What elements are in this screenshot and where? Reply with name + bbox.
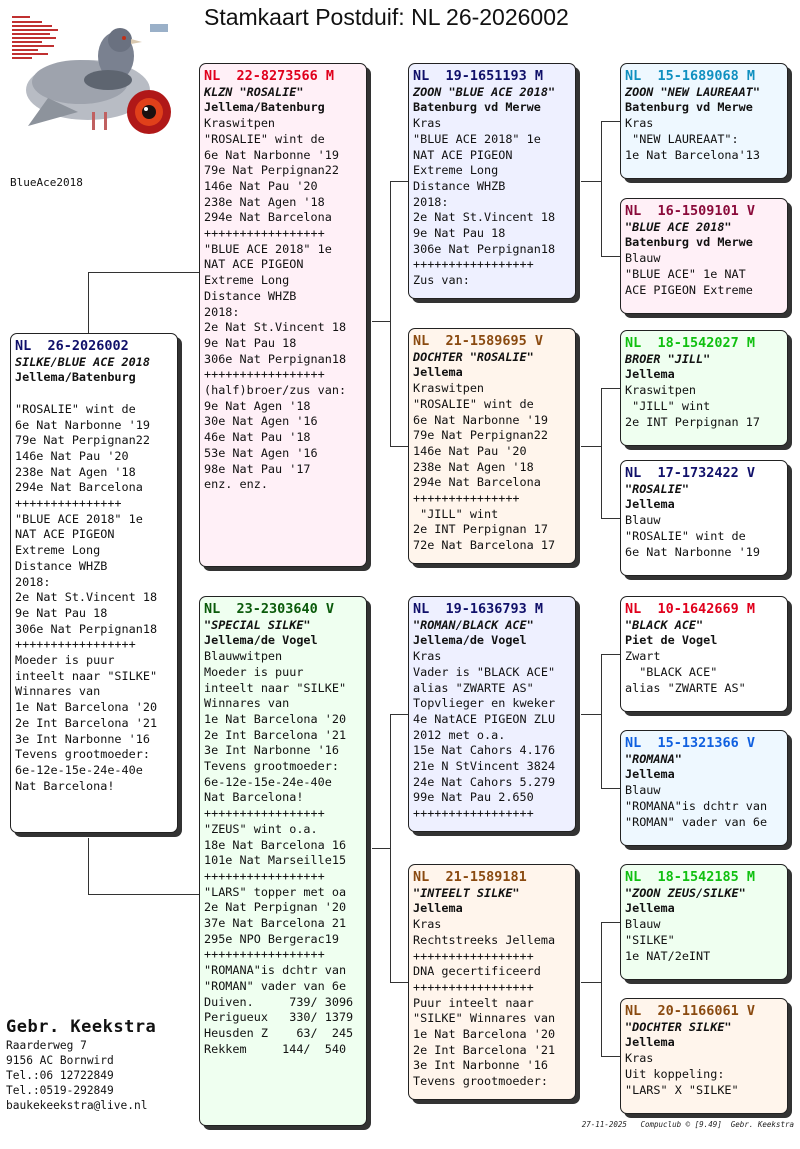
pigeon-notes: Kraswitpen "JILL" wint 2e INT Perpignan 17 [625, 383, 760, 429]
pigeon-notes: "ROSALIE" wint de 6e Nat Narbonne '19 79e Nat Perpignan22 146e Nat Pau '20 238e Nat Agen '18 294e Nat Barcelona +++++++++++++++ "BLUE ACE 2018" 1e NAT ACE PIGEON Extreme Long Distance WHZB 2018: 2e Nat St.Vincent 18 9e Nat Pau 18 306e Nat Perpignan18 +++++++++++++++++ Moeder is puur inteelt naar "SILKE" Winnares van 1e Nat Barcelona '20 2e Int Barcelona '21 3e Int Narbonne '16 Tevens grootmoeder: 6e-12e-15e-24e-40e Nat Barcelona! [15, 401, 158, 793]
pigeon-notes: Kraswitpen "ROSALIE" wint de 6e Nat Narbonne '19 79e Nat Perpignan22 146e Nat Pau '20 238e Nat Agen '18 294e Nat Barcelona +++++++++++++++ "JILL" wint 2e INT Perpignan 17 72e Nat Barcelona 17 [413, 381, 556, 553]
pigeon-notes: Kras "NEW LAUREAAT": 1e Nat Barcelona'13 [625, 116, 760, 162]
pigeon-name: BROER "JILL" [625, 351, 711, 366]
pigeon-name: SILKE/BLUE ACE 2018 [15, 354, 150, 369]
breeder-name: Jellema/Batenburg [15, 370, 136, 385]
owner-city: 9156 AC Bornwird [6, 1054, 114, 1067]
connector-subject-dam-h [88, 894, 199, 895]
connector-subject-sire [88, 272, 89, 333]
breeder-name: Jellema/Batenburg [204, 100, 325, 115]
breeder-name: Jellema [413, 901, 463, 916]
breeder-name: Jellema [413, 365, 463, 380]
pigeon-card-ddd[interactable] [620, 998, 788, 1114]
connector-subject-dam [88, 838, 89, 894]
breeder-name: Jellema/de Vogel [204, 633, 318, 648]
pigeon-name: "DOCHTER SILKE" [625, 1019, 732, 1034]
pigeon-name: KLZN "ROSALIE" [204, 84, 304, 99]
breeder-name: Jellema [625, 497, 675, 512]
connector-ss-top [601, 121, 620, 122]
pigeon-notes: Kras Uit koppeling: "LARS" X "SILKE" [625, 1051, 739, 1097]
connector-dd-top [601, 922, 620, 923]
pigeon-name: "SPECIAL SILKE" [204, 617, 311, 632]
pigeon-card-sd[interactable] [408, 328, 576, 564]
owner-block [6, 1016, 156, 1113]
breeder-name: Jellema [625, 901, 675, 916]
owner-email[interactable]: baukekeekstra@live.nl [6, 1099, 148, 1112]
pigeon-notes: Kraswitpen "ROSALIE" wint de 6e Nat Narbonne '19 79e Nat Perpignan22 146e Nat Pau '20 238e Nat Agen '18 294e Nat Barcelona +++++++++++++++++ "BLUE ACE 2018" 1e NAT ACE PIGEON Extreme Long Distance WHZB 2018: 2e Nat St.Vincent 18 9e Nat Pau 18 306e Nat Perpignan18 +++++++++++++++++ (half)broer/zus van: 9e Nat Agen '18 30e Nat Agen '16 46e Nat Pau '18 53e Nat Agen '16 98e Nat Pau '17 enz. enz. [204, 116, 347, 492]
breeder-name: Batenburg vd Merwe [413, 100, 541, 115]
pigeon-card-ssd[interactable] [620, 198, 788, 314]
pigeon-name: ZOON "NEW LAUREAAT" [625, 84, 760, 99]
ring-number: NL 18-1542027 M [625, 335, 756, 351]
pigeon-name: "BLACK ACE" [625, 617, 704, 632]
connector-sire [372, 321, 390, 322]
pigeon-notes: Blauw "BLUE ACE" 1e NAT ACE PIGEON Extreme [625, 251, 753, 297]
pigeon-notes: Kras "BLUE ACE 2018" 1e NAT ACE PIGEON Extreme Long Distance WHZB 2018: 2e Nat St.Vincent 18 9e Nat Pau 18 306e Nat Perpignan18 +++++++++++++++++ Zus van: [413, 116, 556, 288]
pigeon-notes: Blauwwitpen Moeder is puur inteelt naar "SILKE" Winnares van 1e Nat Barcelona '20 2e Int Barcelona '21 3e Int Narbonne '16 Tevens grootmoeder: 6e-12e-15e-24e-40e Nat Barcelona! +++++++++++++++++ "ZEUS" wint o.a. 18e Nat Barcelona 16 101e Nat Marseille15 +++++++++++++++++ "LARS" topper met oa 2e Nat Perpignan '20 37e Nat Barcelona 21 295e NPO Bergerac19 +++++++++++++++++ "ROMANA"is dchtr van "ROMAN" vader van 6e Duiven. 739/ 3096 Perigueux 330/ 1379 Heusden Z 63/ 245 Rekkem 144/ 540 [204, 649, 354, 1056]
pigeon-card-sss[interactable] [620, 63, 788, 179]
connector-dd-v [601, 922, 602, 1056]
pigeon-card-sdd[interactable] [620, 460, 788, 576]
connector-ds-bot [601, 788, 620, 789]
connector-dam-top [390, 714, 408, 715]
pigeon-notes: Kras Vader is "BLACK ACE" alias "ZWARTE AS" Topvlieger en kweker 4e NatACE PIGEON ZLU 2012 met o.a. 15e Nat Cahors 4.176 21e N StVincent 3824 24e Nat Cahors 5.279 99e Nat Pau 2.650 +++++++++++++++++ [413, 649, 556, 821]
ring-number: NL 22-8273566 M [204, 68, 335, 84]
breeder-name: Jellema [625, 1035, 675, 1050]
ring-number: NL 21-1589181 [413, 869, 527, 885]
ring-number: NL 15-1321366 V [625, 735, 756, 751]
pigeon-name: DOCHTER "ROSALIE" [413, 349, 534, 364]
connector-ss-bot [601, 256, 620, 257]
pigeon-card-dds[interactable] [620, 864, 788, 980]
pigeon-name: "ROMAN/BLACK ACE" [413, 617, 534, 632]
pigeon-card-dsd[interactable] [620, 730, 788, 846]
connector-sd-top [601, 388, 620, 389]
breeder-name: Jellema [625, 367, 675, 382]
connector-ss-v [601, 121, 602, 256]
pigeon-card-ss[interactable] [408, 63, 576, 299]
pigeon-notes: Blauw "SILKE" 1e NAT/2eINT [625, 917, 711, 963]
pigeon-notes: Blauw "ROSALIE" wint de 6e Nat Narbonne '19 [625, 513, 760, 559]
owner-tel1: Tel.:06 12722849 [6, 1069, 114, 1082]
logo-caption: BlueAce2018 [10, 176, 83, 189]
owner-name: Gebr. Keekstra [6, 1017, 157, 1037]
breeder-name: Jellema/de Vogel [413, 633, 527, 648]
ring-number: NL 19-1636793 M [413, 601, 544, 617]
pigeon-name: "ROMANA" [625, 751, 682, 766]
pigeon-card-ds[interactable] [408, 596, 576, 832]
pigeon-notes: Zwart "BLACK ACE" alias "ZWARTE AS" [625, 649, 746, 695]
ring-number: NL 15-1689068 M [625, 68, 756, 84]
owner-address: Raarderweg 7 [6, 1039, 87, 1052]
pigeon-card-dam[interactable] [199, 596, 367, 1126]
pigeon-logo-icon [8, 8, 176, 138]
owner-tel2: Tel.:0519-292849 [6, 1084, 114, 1097]
breeder-name: Batenburg vd Merwe [625, 235, 753, 250]
breeder-name: Batenburg vd Merwe [625, 100, 753, 115]
ring-number: NL 16-1509101 V [625, 203, 756, 219]
connector-dd-bot [601, 1056, 620, 1057]
pigeon-name: ZOON "BLUE ACE 2018" [413, 84, 556, 99]
connector-dam-v [390, 714, 391, 982]
connector-sire-bot [390, 446, 408, 447]
pigeon-card-sds[interactable] [620, 330, 788, 446]
connector-dd [581, 982, 601, 983]
connector-dam-bot [390, 982, 408, 983]
pigeon-notes: Kras Rechtstreeks Jellema +++++++++++++++++ DNA gecertificeerd +++++++++++++++++ Puur inteelt naar "SILKE" Winnares van 1e Nat Barcelona '20 2e Int Barcelona '21 3e Int Narbonne '16 Tevens grootmoeder: [413, 917, 556, 1089]
pigeon-card-dd[interactable] [408, 864, 576, 1100]
pigeon-card-subject[interactable] [10, 333, 178, 833]
connector-sire-v [390, 181, 391, 446]
pigeon-card-dss[interactable] [620, 596, 788, 712]
connector-ds [581, 714, 601, 715]
ring-number: NL 10-1642669 M [625, 601, 756, 617]
ring-number: NL 23-2303640 V [204, 601, 335, 617]
ring-number: NL 21-1589695 V [413, 333, 544, 349]
footer-credit: 27-11-2025 Compuclub © [9.49] Gebr. Keekstra [581, 1120, 794, 1129]
ring-number: NL 17-1732422 V [625, 465, 756, 481]
connector-sire-top [390, 181, 408, 182]
page-title: Stamkaart Postduif: NL 26-2026002 [204, 4, 569, 30]
pigeon-name: "INTEELT SILKE" [413, 885, 520, 900]
breeder-name: Piet de Vogel [625, 633, 718, 648]
connector-subject-sire-h [88, 272, 199, 273]
connector-sd-v [601, 388, 602, 518]
pigeon-name: "ROSALIE" [625, 481, 689, 496]
pigeon-name: "BLUE ACE 2018" [625, 219, 732, 234]
ring-number: NL 19-1651193 M [413, 68, 544, 84]
connector-dam [372, 848, 390, 849]
pigeon-notes: Blauw "ROMANA"is dchtr van "ROMAN" vader van 6e [625, 783, 768, 829]
ring-number: NL 26-2026002 [15, 338, 129, 354]
connector-sd-bot [601, 518, 620, 519]
ring-number: NL 20-1166061 V [625, 1003, 756, 1019]
connector-ds-top [601, 654, 620, 655]
connector-ss [581, 181, 601, 182]
connector-ds-v [601, 654, 602, 788]
connector-sd [581, 446, 601, 447]
pigeon-name: "ZOON ZEUS/SILKE" [625, 885, 746, 900]
pigeon-card-sire[interactable] [199, 63, 367, 567]
breeder-name: Jellema [625, 767, 675, 782]
ring-number: NL 18-1542185 M [625, 869, 756, 885]
